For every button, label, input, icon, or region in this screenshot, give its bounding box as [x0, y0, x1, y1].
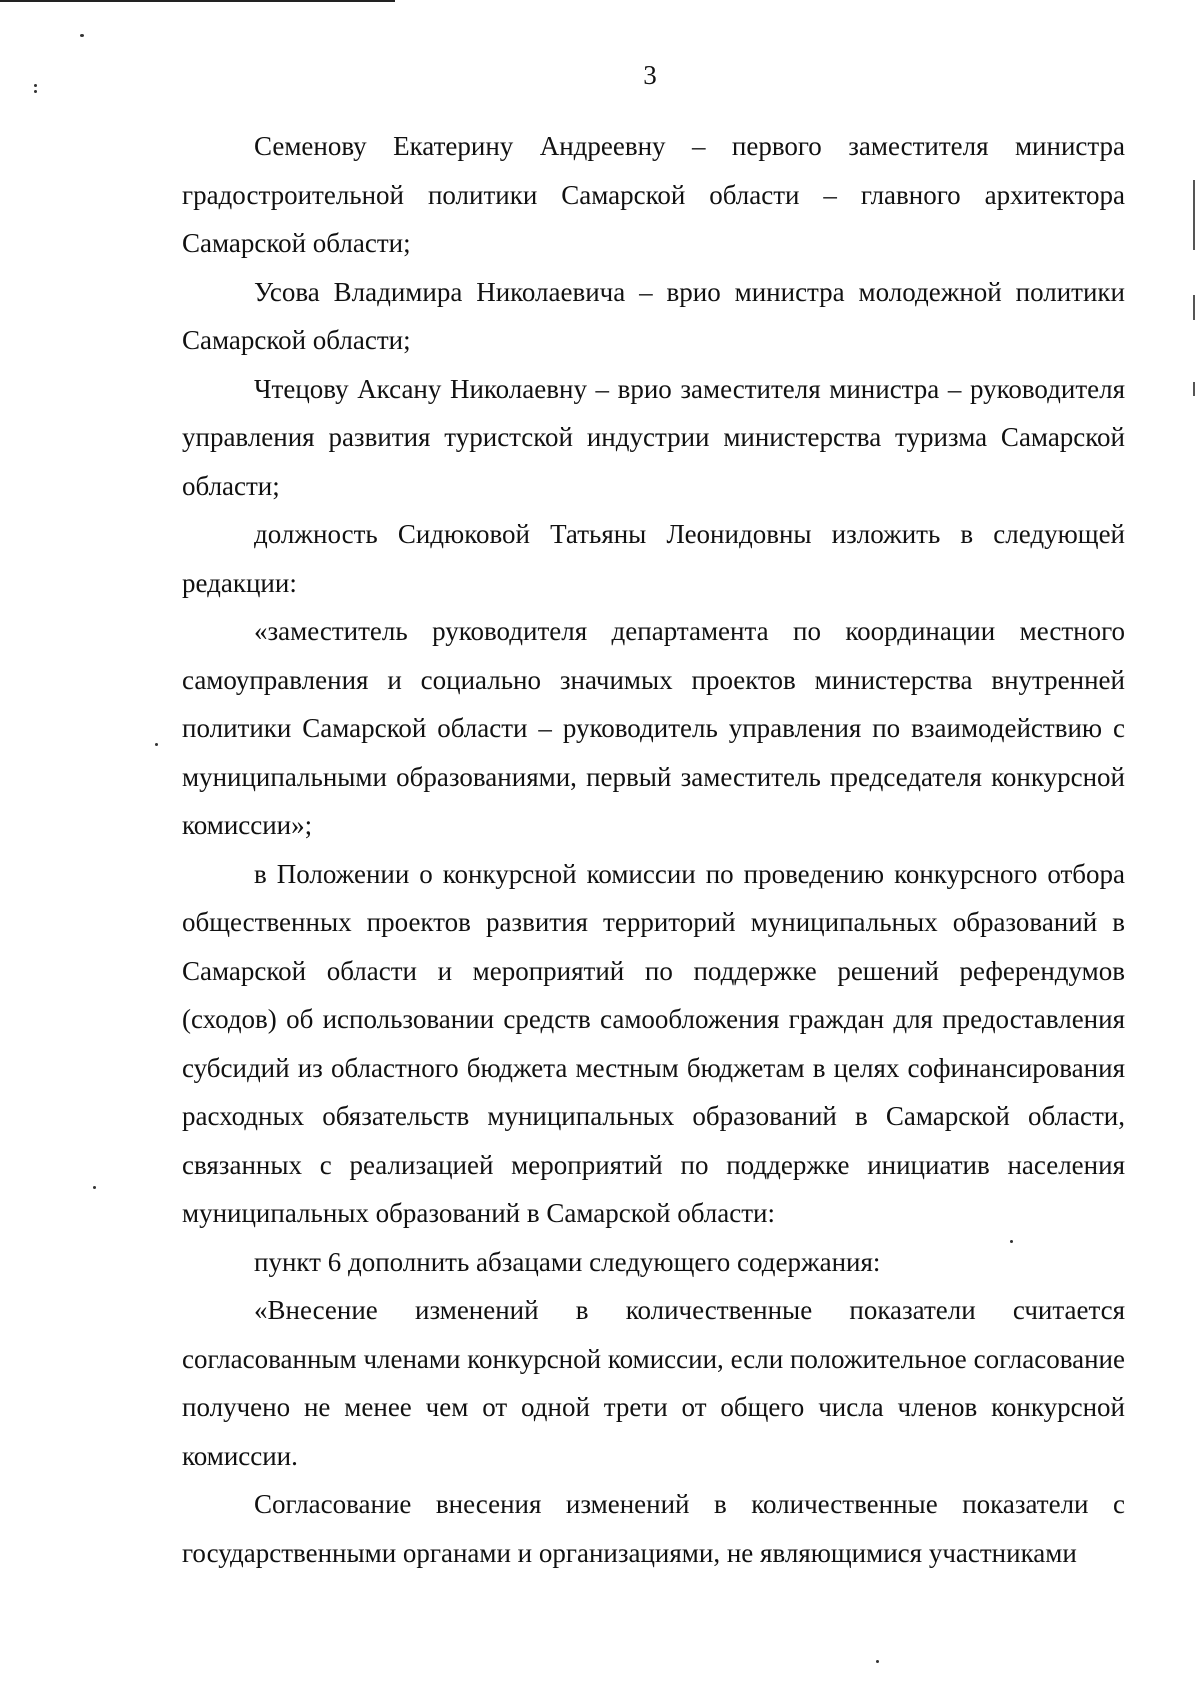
scan-edge-mark — [1193, 180, 1195, 250]
scan-speck — [876, 1660, 879, 1663]
scan-edge-mark — [1193, 382, 1195, 396]
top-border-line — [0, 0, 395, 2]
scan-speck — [80, 34, 84, 37]
document-body — [182, 122, 1125, 1577]
paragraph-amendment-approval: «Внесение изменений в количественные показатели считается согласованным членами конкурсной комиссии, если положительное согласование получено не менее чем от одной трети от общего числа членов конкурсной комиссии. — [182, 1295, 1125, 1471]
page-number: 3 — [643, 60, 657, 90]
scan-speck — [93, 1186, 96, 1189]
paragraph-usov: Усова Владимира Николаевича – врио министра молодежной политики Самарской области; — [182, 276, 1125, 355]
scan-edge-mark — [1193, 295, 1195, 320]
scan-speck — [155, 743, 158, 746]
paragraph-regulation-reference: в Положении о конкурсной комиссии по проведению конкурсного отбора общественных проектов развития территорий муниципальных образований в Самарской области и мероприятий по поддержке решений референдумов (сходов) об использовании средств самообложения граждан для предоставления субсидий из областного бюджета местным бюджетам в целях софинансирования расходных обязательств муниципальных образований в Самарской области, связанных с реализацией мероприятий по поддержке инициатив населения муниципальных образований в Самарской области: — [182, 858, 1125, 1228]
paragraph-amendment-coordination: Согласование внесения изменений в количественные показатели с государственными органами и организациями, не являющимися участниками — [182, 1489, 1125, 1568]
paragraph-new-position-text: «заместитель руководителя департамента по координации местного самоуправления и социально значимых проектов министерства внутренней политики Самарской области – руководитель управления по взаимодействию с муниципальными образованиями, первый заместитель председателя конкурсной комиссии»; — [182, 616, 1125, 840]
paragraph-chtetsova: Чтецову Аксану Николаевну – врио заместителя министра – руководителя управления развития туристской индустрии министерства туризма Самарской области; — [182, 373, 1125, 501]
paragraph-semenova: Семенову Екатерину Андреевну – первого заместителя министра градостроительной политики Самарской области – главного архитектора Самарской области; — [182, 131, 1125, 258]
paragraph-sidyukova-position: должность Сидюковой Татьяны Леонидовны изложить в следующей редакции: — [182, 519, 1125, 598]
paragraph-clause-6: пункт 6 дополнить абзацами следующего содержания: — [254, 1246, 881, 1277]
